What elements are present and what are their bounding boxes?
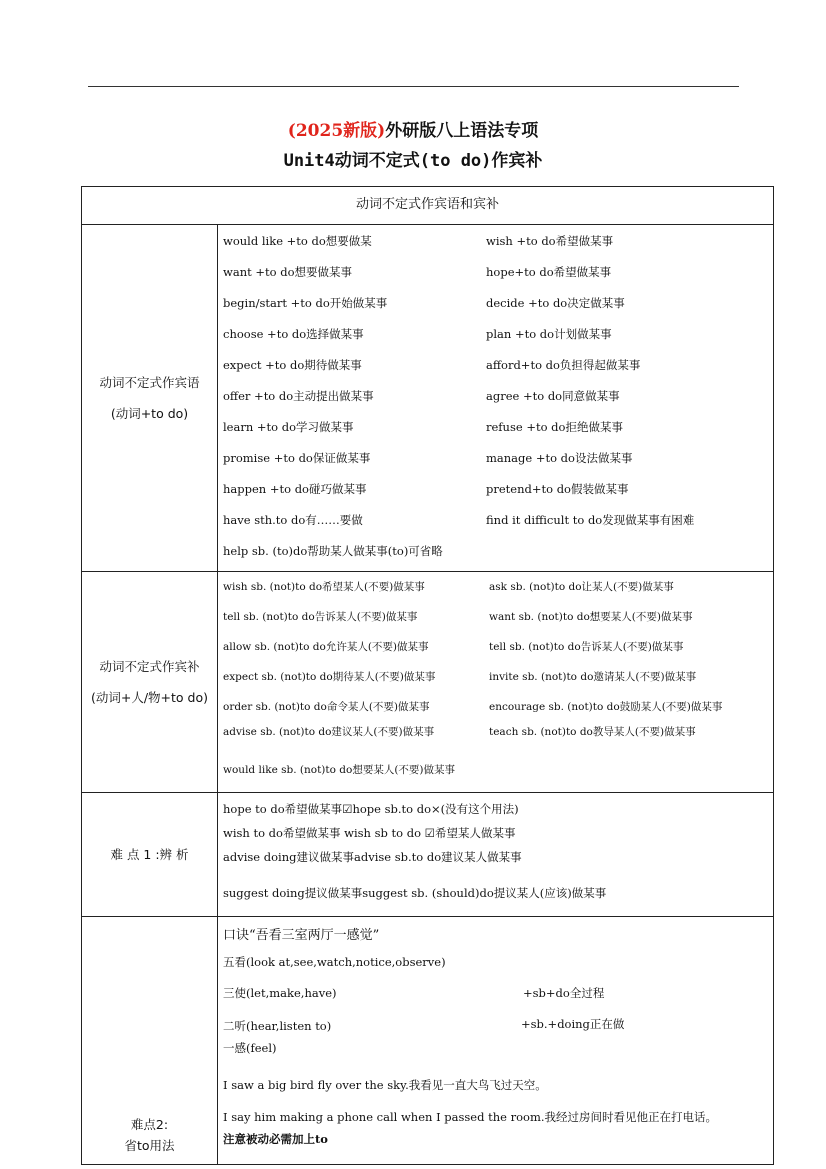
section-complement-content xyxy=(218,572,773,792)
list-item: advise doing建议做某事advise sb.to do建议某人做某事 xyxy=(223,850,522,864)
list-item: decide +to do决定做某事 xyxy=(486,296,625,310)
page-subtitle: Unit4动词不定式(to do)作宾补 xyxy=(283,151,543,171)
list-item: +sb.+doing正在做 xyxy=(521,1017,625,1031)
list-item: choose +to do选择做某事 xyxy=(223,327,364,341)
list-item: 口诀“吾看三室两厅一感觉” xyxy=(223,928,380,943)
list-item: 三使(let,make,have) xyxy=(223,986,337,1000)
label-line: 省to用法 xyxy=(124,1138,175,1153)
list-item: hope+to do希望做某事 xyxy=(486,265,612,279)
list-item: want sb. (not)to do想要某人(不要)做某事 xyxy=(489,611,693,623)
list-item: agree +to do同意做某事 xyxy=(486,389,620,403)
label-line: 难 点 1 :辨 析 xyxy=(110,847,189,862)
list-item: wish +to do希望做某事 xyxy=(486,234,614,248)
section-complement xyxy=(82,571,773,792)
list-item: 二听(hear,listen to) xyxy=(223,1019,332,1033)
label-line: 动词不定式作宾语 xyxy=(99,375,200,390)
label-line: 动词不定式作宾补 xyxy=(99,659,200,674)
list-item: suggest doing提议做某事suggest sb. (should)do提议某人(应该)做某事 xyxy=(223,886,607,900)
list-item: refuse +to do拒绝做某事 xyxy=(486,420,623,434)
title-main: 外研版八上语法专项 xyxy=(385,121,539,141)
list-item: I say him making a phone call when I passed the room.我经过房间时看见他正在打电话。 xyxy=(223,1110,718,1124)
list-item: advise sb. (not)to do建议某人(不要)做某事 xyxy=(223,726,435,738)
list-item: help sb. (to)do帮助某人做某事(to)可省略 xyxy=(223,544,443,558)
list-item: want +to do想要做某事 xyxy=(223,265,353,279)
list-item: 五看(look at,see,watch,notice,observe) xyxy=(223,955,446,969)
list-item: invite sb. (not)to do邀请某人(不要)做某事 xyxy=(489,671,697,683)
section-object-label xyxy=(82,225,218,571)
table-header: 动词不定式作宾语和宾补 xyxy=(355,197,499,212)
grammar-table xyxy=(81,186,774,1165)
list-item: would like +to do想要做某 xyxy=(223,234,372,248)
section-difficulty-2-content xyxy=(218,917,773,1164)
title-prefix: (2025新版) xyxy=(287,121,386,141)
list-item: 注意被动必需加上to xyxy=(223,1132,328,1146)
list-item: 一感(feel) xyxy=(223,1041,277,1055)
list-item: expect sb. (not)to do期待某人(不要)做某事 xyxy=(223,671,436,683)
list-item: order sb. (not)to do命令某人(不要)做某事 xyxy=(223,701,430,713)
list-item: have sth.to do有……要做 xyxy=(223,513,363,527)
list-item: wish to do希望做某事 wish sb to do ☑希望某人做某事 xyxy=(223,826,516,840)
list-item: begin/start +to do开始做某事 xyxy=(223,296,388,310)
list-item: allow sb. (not)to do允许某人(不要)做某事 xyxy=(223,641,429,653)
list-item: wish sb. (not)to do希望某人(不要)做某事 xyxy=(223,581,425,593)
label-line: (动词+to do) xyxy=(110,406,189,421)
list-item: tell sb. (not)to do告诉某人(不要)做某事 xyxy=(489,641,684,653)
list-item: plan +to do计划做某事 xyxy=(486,327,612,341)
list-item: encourage sb. (not)to do鼓励某人(不要)做某事 xyxy=(489,701,723,713)
list-item: afford+to do负担得起做某事 xyxy=(486,358,641,372)
list-item: tell sb. (not)to do告诉某人(不要)做某事 xyxy=(223,611,418,623)
top-rule xyxy=(88,86,739,87)
page-title xyxy=(0,116,826,141)
section-object-content xyxy=(218,225,773,571)
list-item: teach sb. (not)to do教导某人(不要)做某事 xyxy=(489,726,696,738)
list-item: pretend+to do假装做某事 xyxy=(486,482,629,496)
list-item: +sb+do全过程 xyxy=(523,986,605,1000)
list-item: hope to do希望做某事☑hope sb.to do×(没有这个用法) xyxy=(223,802,519,816)
list-item: offer +to do主动提出做某事 xyxy=(223,389,374,403)
list-item: I saw a big bird fly over the sky.我看见一直大鸟飞过天空。 xyxy=(223,1078,547,1092)
section-difficulty-2-label xyxy=(82,917,218,1164)
section-complement-label xyxy=(82,572,218,792)
section-difficulty-1-content xyxy=(218,793,773,916)
list-item: promise +to do保证做某事 xyxy=(223,451,371,465)
list-item: would like sb. (not)to do想要某人(不要)做某事 xyxy=(223,764,456,776)
section-difficulty-1-label xyxy=(82,793,218,916)
section-object xyxy=(82,224,773,571)
section-difficulty-2 xyxy=(82,916,773,1164)
list-item: manage +to do设法做某事 xyxy=(486,451,633,465)
list-item: happen +to do碰巧做某事 xyxy=(223,482,367,496)
list-item: find it difficult to do发现做某事有困难 xyxy=(486,513,695,527)
list-item: learn +to do学习做某事 xyxy=(223,420,354,434)
list-item: ask sb. (not)to do让某人(不要)做某事 xyxy=(489,581,674,593)
label-line: 难点2: xyxy=(130,1117,169,1132)
label-line: (动词+人/物+to do) xyxy=(90,690,209,705)
section-difficulty-1 xyxy=(82,792,773,916)
list-item: expect +to do期待做某事 xyxy=(223,358,362,372)
